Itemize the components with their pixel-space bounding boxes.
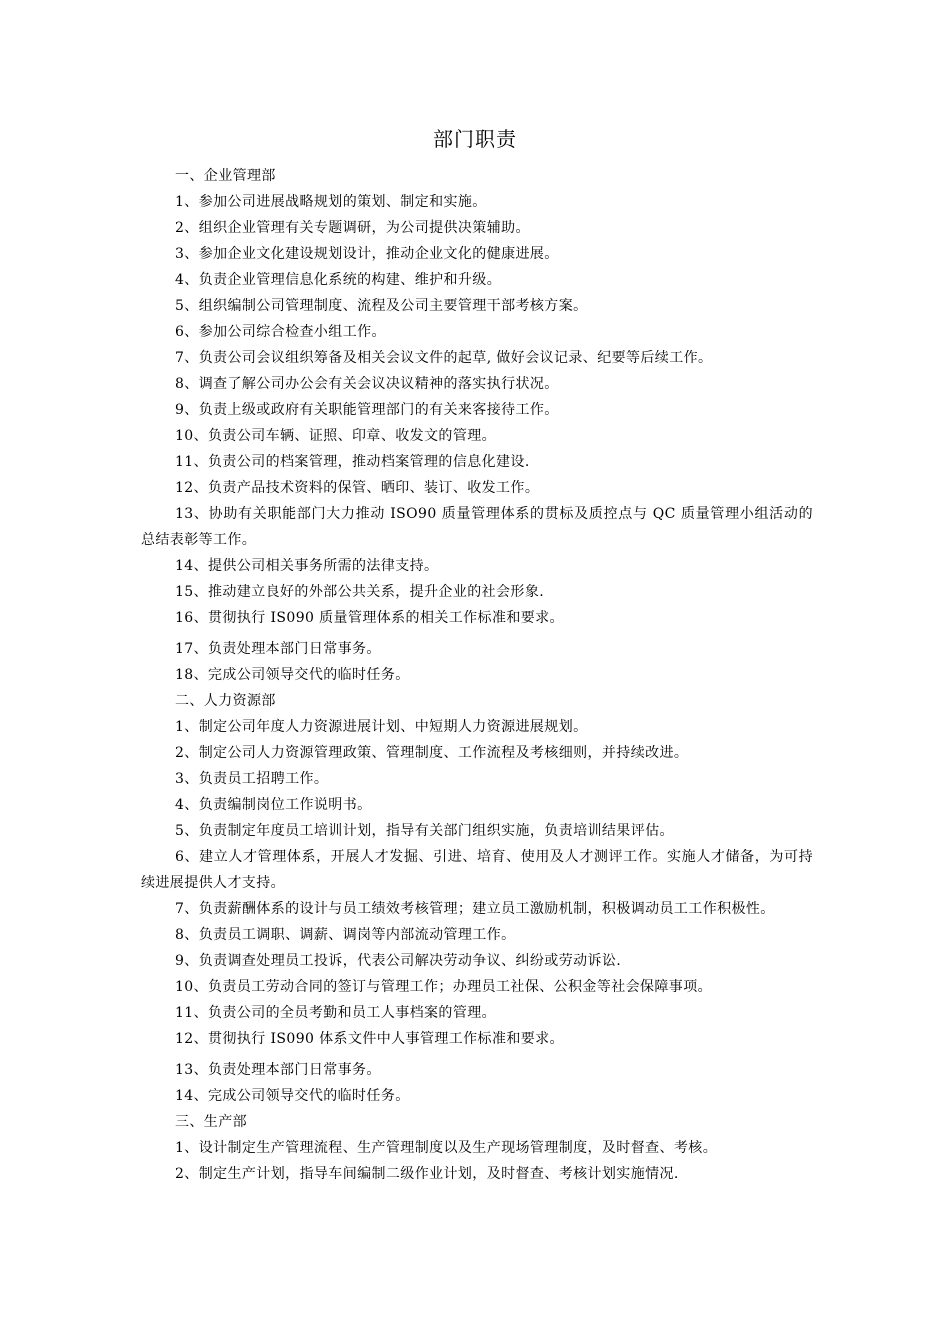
list-item: 1、参加公司进展战略规划的策划、制定和实施。	[175, 194, 487, 210]
list-item: 11、负责公司的全员考勤和员工人事档案的管理。	[175, 1005, 497, 1021]
list-item: 5、负责制定年度员工培训计划，指导有关部门组织实施，负责培训结果评估。	[175, 823, 674, 839]
section-heading: 二、人力资源部	[175, 693, 276, 709]
list-item: 14、完成公司领导交代的临时任务。	[175, 1088, 410, 1104]
list-item: 12、贯彻执行 IS090 体系文件中人事管理工作标准和要求。	[175, 1031, 564, 1047]
list-item: 7、负责公司会议组织筹备及相关会议文件的起草, 做好会议记录、纪要等后续工作。	[175, 350, 713, 366]
section-heading: 三、生产部	[175, 1114, 247, 1130]
list-item: 3、参加企业文化建设规划设计，推动企业文化的健康进展。	[175, 246, 559, 262]
list-item: 15、推动建立良好的外部公共关系，提升企业的社会形象.	[175, 584, 545, 600]
list-item: 2、制定生产计划，指导车间编制二级作业计划，及时督查、考核计划实施情况.	[175, 1166, 679, 1182]
list-item: 8、调查了解公司办公会有关会议决议精神的落实执行状况。	[175, 376, 559, 392]
list-item: 10、负责公司车辆、证照、印章、收发文的管理。	[175, 428, 497, 444]
list-item: 4、负责编制岗位工作说明书。	[175, 797, 372, 813]
list-item: 10、负责员工劳动合同的签订与管理工作；办理员工社保、公积金等社会保障事项。	[175, 979, 713, 995]
list-item: 1、制定公司年度人力资源进展计划、中短期人力资源进展规划。	[175, 719, 588, 735]
list-item: 16、贯彻执行 IS090 质量管理体系的相关工作标准和要求。	[175, 610, 564, 626]
list-item: 17、负责处理本部门日常事务。	[175, 641, 381, 657]
list-item: 2、组织企业管理有关专题调研，为公司提供决策辅助。	[175, 220, 530, 236]
list-item: 1、设计制定生产管理流程、生产管理制度以及生产现场管理制度，及时督查、考核。	[175, 1140, 718, 1156]
list-item: 14、提供公司相关事务所需的法律支持。	[175, 558, 439, 574]
page-title: 部门职责	[433, 127, 517, 151]
list-item: 5、组织编制公司管理制度、流程及公司主要管理干部考核方案。	[175, 298, 588, 314]
list-item: 2、制定公司人力资源管理政策、管理制度、工作流程及考核细则，并持续改进。	[175, 745, 689, 761]
list-item: 6、建立人才管理体系，开展人才发掘、引进、培育、使用及人才测评工作。实施人才储备，为可持续进展提供人才支持。	[141, 849, 813, 891]
list-item: 7、负责薪酬体系的设计与员工绩效考核管理；建立员工激励机制，积极调动员工工作积极性。	[175, 901, 775, 917]
list-item: 9、负责调查处理员工投诉，代表公司解决劳动争议、纠纷或劳动诉讼.	[175, 953, 622, 969]
list-item: 3、负责员工招聘工作。	[175, 771, 329, 787]
list-item: 18、完成公司领导交代的临时任务。	[175, 667, 410, 683]
list-item: 8、负责员工调职、调薪、调岗等内部流动管理工作。	[175, 927, 516, 943]
document-body	[141, 163, 813, 1187]
list-item: 12、负责产品技术资料的保管、晒印、装订、收发工作。	[175, 480, 540, 496]
list-item: 13、协助有关职能部门大力推动 ISO90 质量管理体系的贯标及质控点与 QC 质量管理小组活动的总结表彰等工作。	[141, 506, 813, 548]
list-item: 6、参加公司综合检查小组工作。	[175, 324, 386, 340]
section-heading: 一、企业管理部	[175, 168, 276, 184]
list-item: 11、负责公司的档案管理，推动档案管理的信息化建设.	[175, 454, 530, 470]
list-item: 9、负责上级或政府有关职能管理部门的有关来客接待工作。	[175, 402, 559, 418]
list-item: 13、负责处理本部门日常事务。	[175, 1062, 381, 1078]
list-item: 4、负责企业管理信息化系统的构建、维护和升级。	[175, 272, 502, 288]
